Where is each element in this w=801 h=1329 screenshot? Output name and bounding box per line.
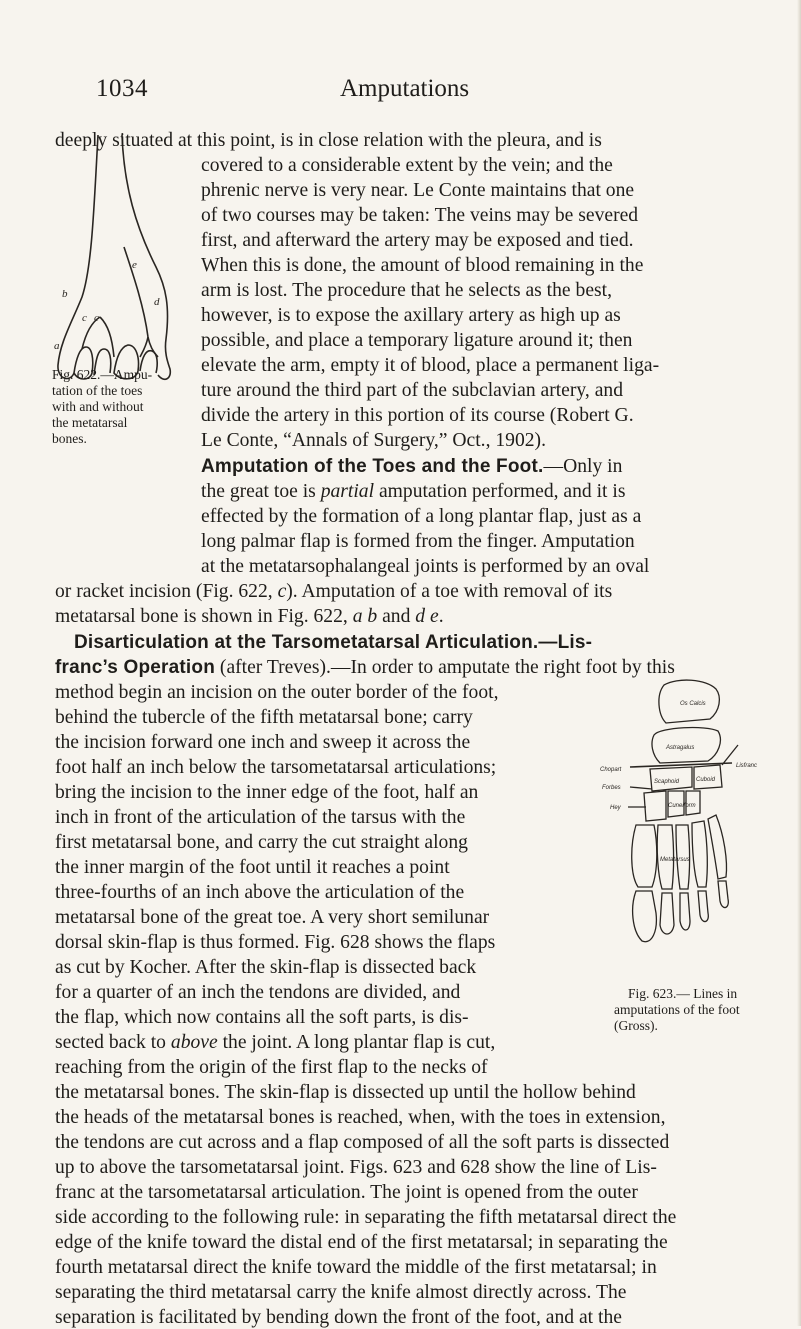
text-line: separating the third metatarsal carry the knife almost directly across. The bbox=[55, 1282, 627, 1303]
text-line: divide the artery in this portion of its course (Robert G. bbox=[201, 405, 634, 426]
text-line: up to above the tarsometatarsal joint. Figs. 623 and 628 show the line of Lis- bbox=[55, 1157, 657, 1178]
text-run-italic: partial bbox=[320, 481, 375, 502]
text-line bbox=[55, 605, 444, 628]
text-run: —Lis- bbox=[538, 632, 593, 653]
label-hey: Hey bbox=[610, 805, 621, 811]
text-run: (after Treves).—In order to amputate the right foot by this bbox=[215, 657, 675, 678]
text-line bbox=[55, 580, 612, 603]
running-title: Amputations bbox=[340, 75, 470, 102]
section-line bbox=[201, 455, 622, 478]
figure-623 bbox=[600, 675, 758, 970]
fig-622-toes-illustration bbox=[52, 127, 192, 387]
caption-line: amputations of the foot bbox=[614, 1002, 740, 1017]
text-line: separation is facilitated by bending down the front of the foot, and at the bbox=[55, 1307, 622, 1328]
label-metatarsus: Metatarsus bbox=[660, 857, 690, 863]
text-line: the metatarsal bones. The skin-flap is dissected up until the hollow behind bbox=[55, 1082, 636, 1103]
label-cuneiform: Cuneiform bbox=[668, 803, 696, 809]
label-forbes: Forbes bbox=[602, 785, 621, 791]
label-cuboid: Cuboid bbox=[696, 777, 716, 783]
text-run: ). Amputation of a toe with removal of its bbox=[286, 581, 613, 602]
text-line: bring the incision to the inner edge of the foot, half an bbox=[55, 782, 479, 803]
text-line: inch in front of the articulation of the tarsus with the bbox=[55, 807, 466, 828]
text-line: deeply situated at this point, is in close relation with the pleura, and is bbox=[55, 130, 602, 151]
text-line: at the metatarsophalangeal joints is performed by an oval bbox=[201, 556, 650, 577]
text-line: foot half an inch below the tarsometatarsal articulations; bbox=[55, 757, 497, 778]
text-line: franc at the tarsometatarsal articulation. The joint is opened from the outer bbox=[55, 1182, 638, 1203]
text-line: as cut by Kocher. After the skin-flap is dissected back bbox=[55, 957, 477, 978]
text-line bbox=[201, 480, 625, 503]
text-run: . bbox=[438, 606, 444, 627]
text-run-italic: c bbox=[277, 581, 287, 602]
text-run-italic: d e bbox=[415, 606, 439, 627]
fig-622-letter-c1: c bbox=[82, 312, 87, 324]
text-line: first metatarsal bone, and carry the cut straight along bbox=[55, 832, 468, 853]
text-line: method begin an incision on the outer border of the foot, bbox=[55, 682, 499, 703]
caption-line: (Gross). bbox=[614, 1018, 658, 1033]
text-line: phrenic nerve is very near. Le Conte maintains that one bbox=[201, 180, 635, 201]
text-run: the joint. A long plantar flap is cut, bbox=[217, 1032, 496, 1053]
section-heading-lisfranc: franc’s Operation bbox=[55, 657, 216, 678]
caption-line: with and without bbox=[52, 399, 144, 414]
text-run: amputation performed, and it is bbox=[374, 481, 626, 502]
text-line: dorsal skin-flap is thus formed. Fig. 628 shows the flaps bbox=[55, 932, 496, 953]
caption-line: bones. bbox=[52, 431, 87, 446]
text-line: the tendons are cut across and a flap composed of all the soft parts is dissected bbox=[55, 1132, 670, 1153]
text-run: metatarsal bone is shown in Fig. 622, bbox=[55, 606, 353, 627]
text-line: for a quarter of an inch the tendons are divided, and bbox=[55, 982, 461, 1003]
fig-622-caption bbox=[52, 367, 152, 447]
fig-622-letter-e: e bbox=[132, 259, 137, 271]
text-line: covered to a considerable extent by the vein; and the bbox=[201, 155, 613, 176]
text-run: the great toe is bbox=[201, 481, 321, 502]
text-line: When this is done, the amount of blood remaining in the bbox=[201, 255, 644, 276]
label-os-calcis: Os Calcis bbox=[680, 701, 706, 707]
fig-623-foot-bones-illustration bbox=[600, 675, 758, 970]
text-line: however, is to expose the axillary artery as high up as bbox=[201, 305, 621, 326]
label-astragalus: Astragalus bbox=[666, 745, 695, 751]
text-run-italic: above bbox=[170, 1032, 218, 1053]
text-line: metatarsal bone of the great toe. A very short semilunar bbox=[55, 907, 490, 928]
text-line: the inner margin of the foot until it reaches a point bbox=[55, 857, 450, 878]
caption-line: Fig. 622.—Ampu- bbox=[52, 367, 153, 382]
fig-623-caption bbox=[614, 986, 740, 1034]
caption-line: the metatarsal bbox=[52, 415, 128, 430]
label-lisfranc: Lisfranc bbox=[736, 763, 758, 769]
text-run: and bbox=[377, 606, 416, 627]
text-line bbox=[55, 1031, 495, 1054]
fig-622-letter-d: d bbox=[154, 296, 160, 308]
caption-line: Fig. 623.— Lines in bbox=[628, 986, 738, 1001]
text-run: —Only in bbox=[543, 456, 623, 477]
text-line: the flap, which now contains all the soft parts, is dis- bbox=[55, 1007, 469, 1028]
text-line: possible, and place a temporary ligature around it; then bbox=[201, 330, 633, 351]
text-line: behind the tubercle of the fifth metatarsal bone; carry bbox=[55, 707, 473, 728]
text-line: ture around the third part of the subclavian artery, and bbox=[201, 380, 624, 401]
text-line: elevate the arm, empty it of blood, place a permanent liga- bbox=[201, 355, 660, 376]
text-line: long palmar flap is formed from the finger. Amputation bbox=[201, 531, 635, 552]
text-line: reaching from the origin of the first flap to the necks of bbox=[55, 1057, 488, 1078]
text-line: effected by the formation of a long plantar flap, just as a bbox=[201, 506, 642, 527]
text-run: sected back to bbox=[55, 1032, 171, 1053]
section-heading-disarticulation: Disarticulation at the Tarsometatarsal Articulation. bbox=[74, 632, 539, 653]
fig-622-letter-c2: c bbox=[94, 312, 99, 324]
text-line: fourth metatarsal direct the knife toward the middle of the first metatarsal; in bbox=[55, 1257, 657, 1278]
fig-622-letter-b: b bbox=[62, 288, 68, 300]
text-line: Le Conte, “Annals of Surgery,” Oct., 1902). bbox=[201, 430, 546, 451]
text-line: three-fourths of an inch above the articulation of the bbox=[55, 882, 465, 903]
text-line bbox=[55, 656, 675, 679]
text-line: first, and afterward the artery may be exposed and tied. bbox=[201, 230, 634, 251]
figure-622 bbox=[52, 127, 192, 387]
section-heading-toes-foot: Amputation of the Toes and the Foot. bbox=[201, 456, 544, 477]
text-line: arm is lost. The procedure that he selects as the best, bbox=[201, 280, 612, 301]
text-line: side according to the following rule: in separating the fifth metatarsal direct the bbox=[55, 1207, 677, 1228]
page-edge-shadow bbox=[797, 0, 801, 1326]
text-line: the heads of the metatarsal bones is reached, when, with the toes in extension, bbox=[55, 1107, 666, 1128]
section-line bbox=[74, 631, 592, 654]
text-line: the incision forward one inch and sweep it across the bbox=[55, 732, 471, 753]
fig-622-letter-a: a bbox=[54, 340, 60, 352]
text-run-italic: a b bbox=[352, 606, 378, 627]
text-line: edge of the knife toward the distal end of the first metatarsal; in separating the bbox=[55, 1232, 668, 1253]
text-run: or racket incision (Fig. 622, bbox=[55, 581, 278, 602]
label-chopart: Chopart bbox=[600, 767, 622, 773]
page-number: 1034 bbox=[96, 75, 148, 102]
text-line: of two courses may be taken: The veins may be severed bbox=[201, 205, 639, 226]
caption-line: tation of the toes bbox=[52, 383, 143, 398]
label-scaphoid: Scaphoid bbox=[654, 779, 680, 785]
